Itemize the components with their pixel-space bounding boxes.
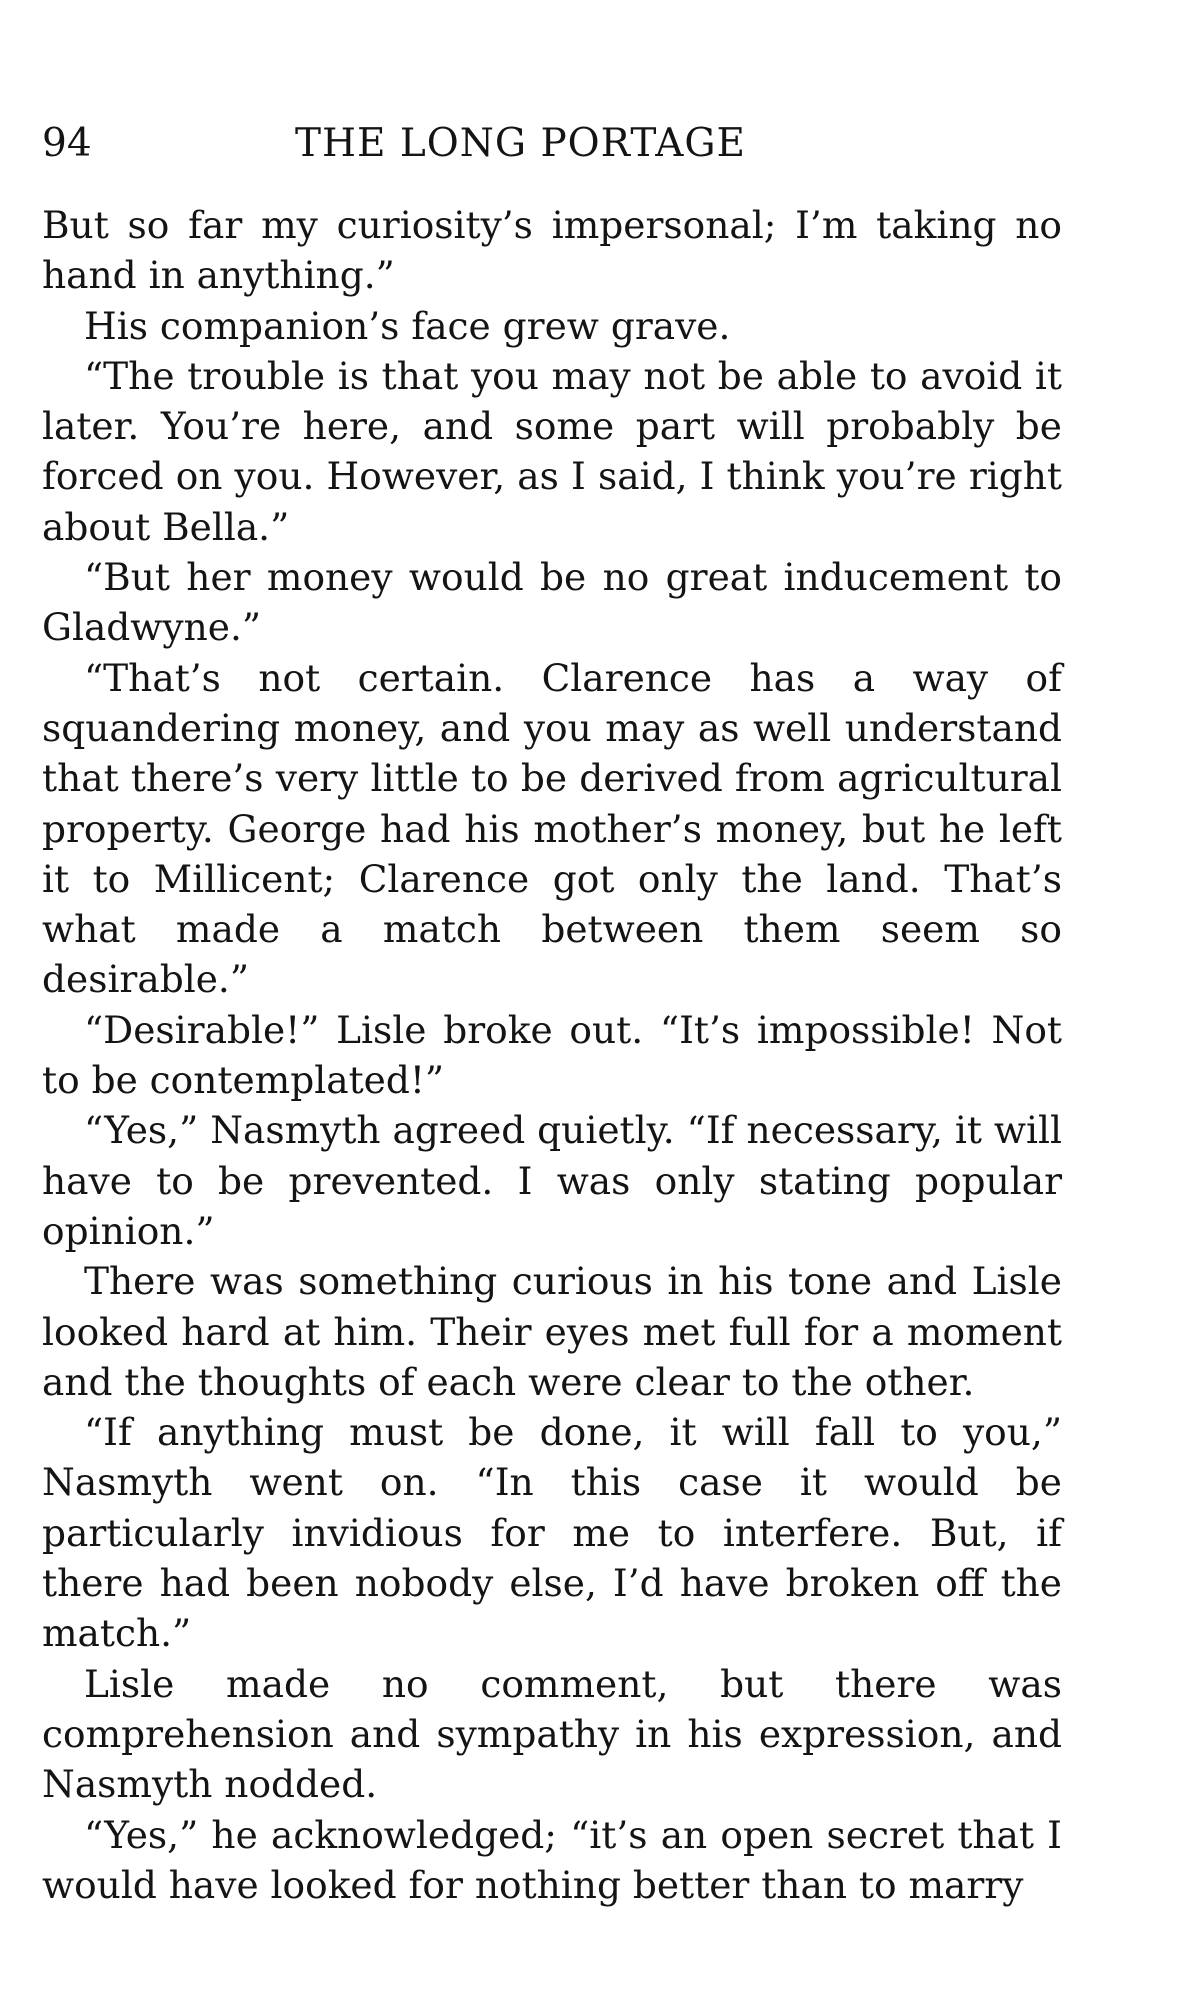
paragraph: “Yes,” Nasmyth agreed quietly. “If necessary, it will have to be prevented. I was only stating popular opinion.”: [42, 1108, 1062, 1253]
body-text: [42, 200, 1062, 1910]
paragraph: “Yes,” he acknowledged; “it’s an open secret that I would have looked for nothing better than to marry: [42, 1812, 1062, 1907]
paragraph: But so far my curiosity’s impersonal; I’m taking no hand in anything.”: [42, 203, 1062, 298]
paragraph: “That’s not certain. Clarence has a way of squandering money, and you may as well understand that there’s very little to be derived from agricultural property. George had his mother’s money, but he left it to Millicent; Clarence got only the land. That’s what made a match between them seem so desirable.”: [42, 655, 1062, 1002]
paragraph: Lisle made no comment, but there was comprehension and sympathy in his expression, and Nasmyth nodded.: [42, 1661, 1062, 1807]
page-number: 94: [42, 121, 92, 166]
running-title: THE LONG PORTAGE: [295, 121, 746, 166]
paragraph: “But her money would be no great inducement to Gladwyne.”: [42, 555, 1062, 650]
paragraph: There was something curious in his tone and Lisle looked hard at him. Their eyes met full for a moment and the thoughts of each were clear to the other.: [42, 1259, 1062, 1404]
paragraph: “If anything must be done, it will fall to you,” Nasmyth went on. “In this case it would be particularly invidious for me to interfere. But, if there had been nobody else, I’d have broken off the match.”: [42, 1410, 1062, 1656]
book-page: [42, 118, 1062, 1910]
paragraph: “The trouble is that you may not be able to avoid it later. You’re here, and some part will probably be forced on you. However, as I said, I think you’re right about Bella.”: [42, 353, 1062, 549]
paragraph: His companion’s face grew grave.: [84, 303, 731, 348]
paragraph: “Desirable!” Lisle broke out. “It’s impossible! Not to be contemplated!”: [42, 1007, 1062, 1103]
page-header: [42, 118, 1062, 170]
